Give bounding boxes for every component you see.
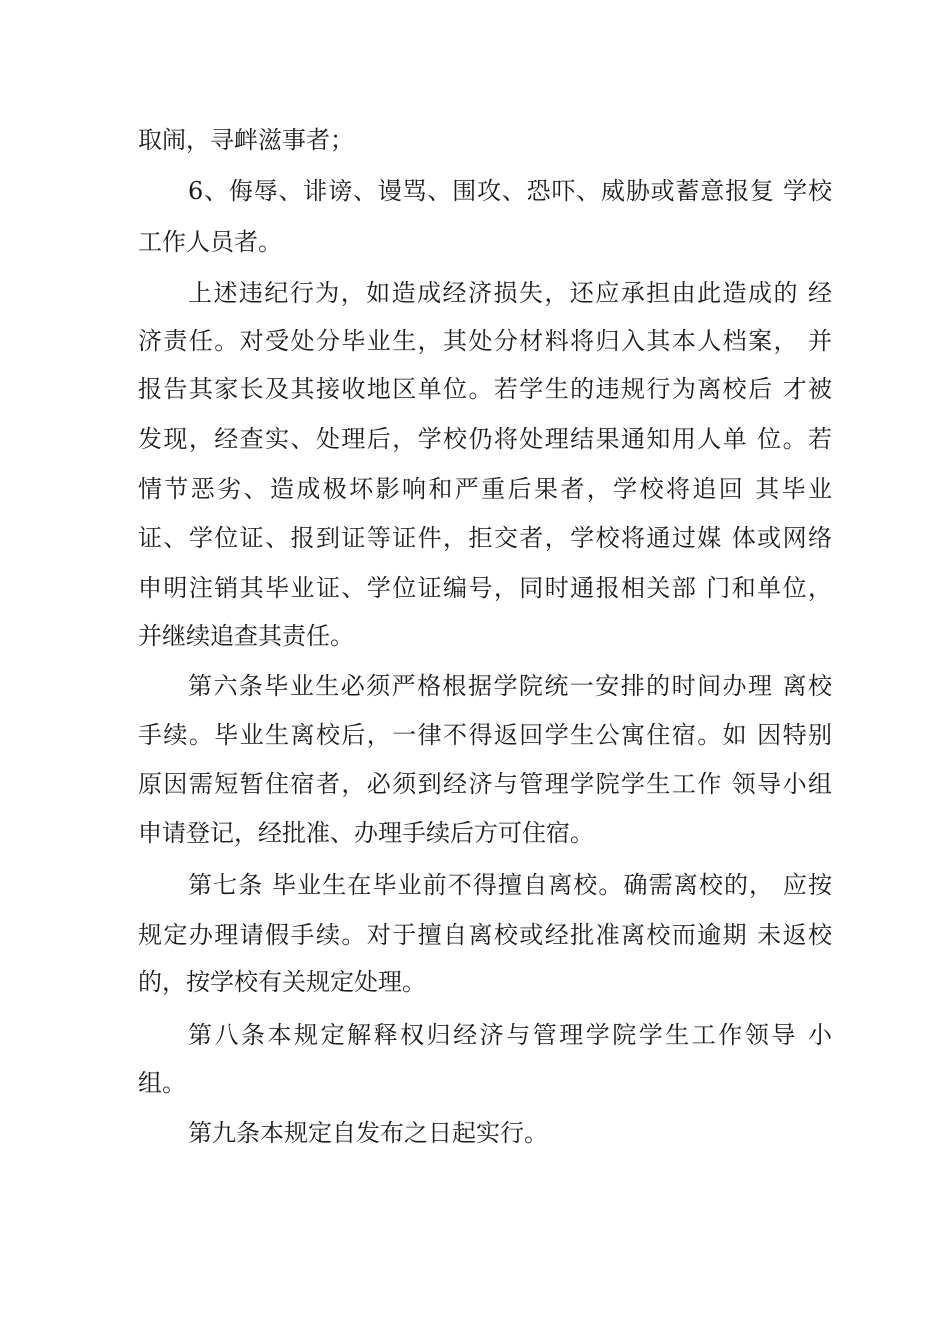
text-line: 济责任。对受处分毕业生，其处分材料将归入其本人档案， 并 bbox=[138, 327, 832, 355]
text-line: 规定办理请假手续。对于擅自离校或经批准离校而逾期 未返校 bbox=[138, 921, 832, 949]
text-line: 并继续追查其责任。 bbox=[138, 622, 354, 650]
text-line: 6、侮辱、诽谤、谩骂、围攻、恐吓、威胁或蓄意报复 学校 bbox=[188, 177, 832, 205]
text-line: 情节恶劣、造成极坏影响和严重后果者，学校将追回 其毕业 bbox=[138, 475, 832, 503]
text-line: 上述违纪行为，如造成经济损失，还应承担由此造成的 经 bbox=[188, 279, 832, 307]
text-line: 第八条本规定解释权归经济与管理学院学生工作领导 小 bbox=[188, 1021, 832, 1049]
text-line: 的，按学校有关规定处理。 bbox=[138, 968, 426, 996]
text-line: 组。 bbox=[138, 1069, 186, 1097]
text-line: 取闹，寻衅滋事者； bbox=[138, 126, 354, 154]
text-line: 第六条毕业生必须严格根据学院统一安排的时间办理 离校 bbox=[188, 672, 832, 700]
text-line: 报告其家长及其接收地区单位。若学生的违规行为离校后 才被 bbox=[138, 375, 832, 403]
text-line: 第九条本规定自发布之日起实行。 bbox=[188, 1119, 548, 1147]
text-line: 原因需短暂住宿者，必须到经济与管理学院学生工作 领导小组 bbox=[138, 770, 832, 798]
text-line: 申请登记，经批准、办理手续后方可住宿。 bbox=[138, 819, 594, 847]
text-line: 手续。毕业生离校后，一律不得返回学生公寓住宿。如 因特别 bbox=[138, 721, 832, 749]
text-line: 证、学位证、报到证等证件，拒交者，学校将通过媒 体或网络 bbox=[138, 524, 832, 552]
text-line: 工作人员者。 bbox=[138, 228, 282, 256]
text-line: 申明注销其毕业证、学位证编号，同时通报相关部 门和单位， bbox=[138, 574, 832, 602]
text-line: 第七条 毕业生在毕业前不得擅自离校。确需离校的， 应按 bbox=[188, 871, 832, 899]
text-line: 发现，经查实、处理后，学校仍将处理结果通知用人单 位。若 bbox=[138, 425, 832, 453]
